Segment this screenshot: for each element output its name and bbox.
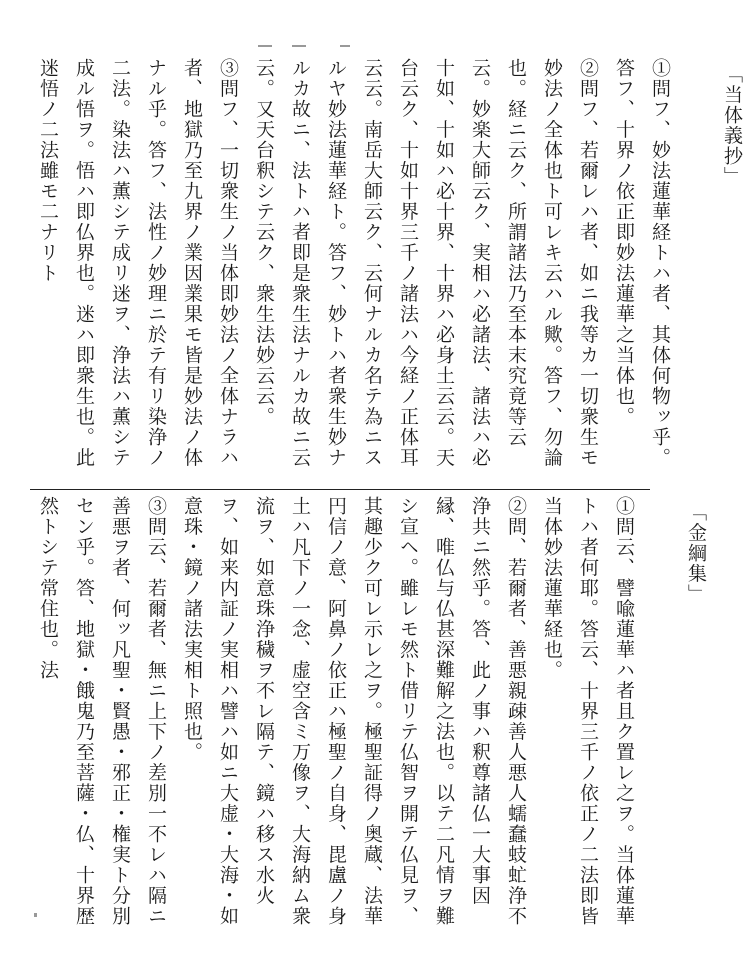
section-heading: 「当体義抄」 [721, 64, 743, 187]
spacer [678, 58, 714, 482]
scan-mark [258, 45, 272, 47]
paragraph: ③問云、若爾者、無ニ上下ノ差別一不レハ隔ニ善悪ヲ者、何ッ凡聖・賢愚・邪正・権実ト分別セン乎。答、地獄・餓鬼乃至菩薩・仏、十界歴然トシテ常住也。法 [37, 496, 167, 927]
section-heading: 「金綱集」 [685, 502, 707, 605]
bottom-section [30, 496, 707, 932]
bottom-text-block [30, 496, 714, 932]
paragraph: ①問云、譬喩蓮華ハ者且ク置レ之ヲ。当体蓮華トハ者何耶。答云、十界三千ノ依正ノ二法即皆当体妙法蓮華経也。 [541, 496, 635, 927]
paragraph: ②問、若爾者、善悪親疎善人悪人蠕蠢蚑虻浄不浄共ニ然乎。答、此ノ事ハ釈尊諸仏一大事因縁、唯仏与仏甚深難解之法也。以テ二凡情ヲ難シ宣ヘ。雖レモ然ト借リテ仏智ヲ開テ仏見ヲ、其趣少ク可レ示レ之ヲ。極聖証得ノ奥蔵、法華円信ノ意、阿鼻ノ依正ハ極聖ノ自身、毘盧ノ身土ハ凡下ノ一念、虚空含ミ万像ヲ、大海納ム衆流ヲ、如意珠浄穢ヲ不レ隔テ、鏡ハ移ス水火ヲ、如来内証ノ実相ハ譬ハ如ニ大虚・大海・如意珠・鏡ノ諸法実相ト照也。 [181, 496, 527, 927]
spacer [642, 496, 678, 932]
scan-mark [34, 913, 37, 917]
paragraph: ③問フ、一切衆生ノ当体即妙法ノ全体ナラハ者、地獄乃至九界ノ業因業果モ皆是妙法ノ体ナル乎。答フ、法性ノ妙理ニ於テ有リ染浄ノ二法。染法ハ薫シテ成リ迷ヲ、浄法ハ薫シテ成ル悟ヲ。悟ハ即仏界也。迷ハ即衆生也。此迷悟ノ二法雖モ二ナリト [37, 58, 239, 468]
paragraph: ②問フ、若爾レハ者、如ニ我等カ一切衆生モ妙法ノ全体也ト可レキ云ハル歟。答フ、勿論也。経ニ云ク、所謂諸法乃至本末究竟等云云。妙楽大師云ク、実相ハ必諸法、諸法ハ必十如、十如ハ必十界、十界ハ必身土云云。天台云ク、十如十界三千ノ諸法ハ今経ノ正体耳云云。南岳大師云ク、云何ナルカ名テ為ニスルヤ妙法蓮華経ト。答フ、妙トハ者衆生妙ナルカ故ニ、法トハ者即是衆生法ナルカ故ニ云云。又天台釈シテ云ク、衆生法妙云云。 [253, 58, 599, 468]
top-text-block [30, 58, 750, 482]
scan-mark [292, 45, 306, 47]
top-section [30, 58, 743, 482]
scan-mark [340, 45, 350, 47]
section-divider [30, 489, 650, 490]
paragraph: ①問フ、妙法蓮華経トハ者、其体何物ッ乎。答フ、十界ノ依正即妙法蓮華之当体也。 [613, 58, 671, 468]
